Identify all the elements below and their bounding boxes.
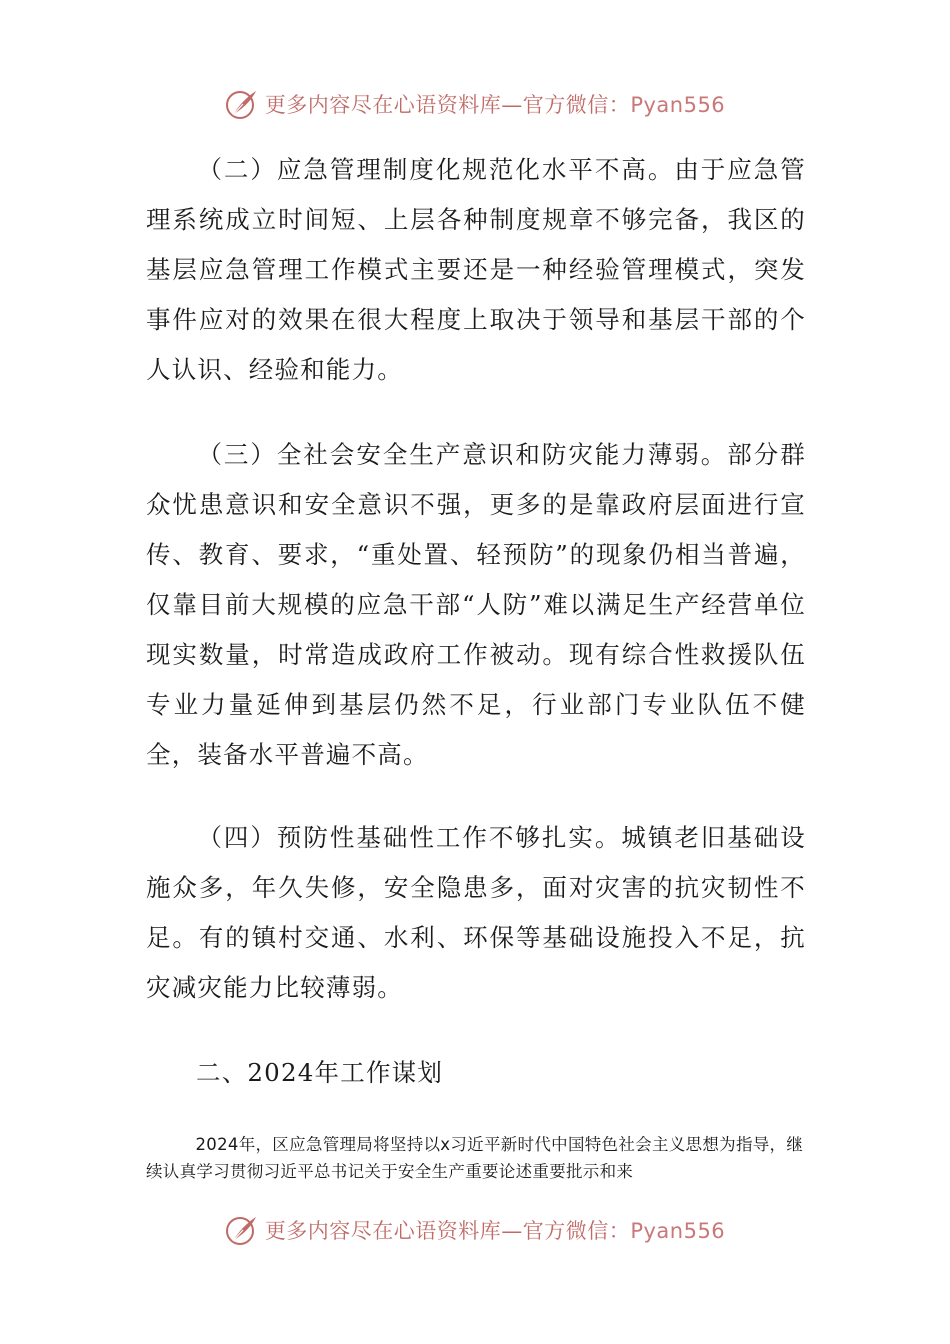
banner-text: 更多内容尽在心语资料库—官方微信：Pyan556: [264, 93, 726, 117]
feather-pen-icon: [225, 1213, 259, 1247]
footer-watermark-banner: [0, 1210, 950, 1250]
section-heading: 二、2024年工作谋划: [196, 1058, 444, 1087]
feather-pen-icon: [225, 87, 259, 121]
wechat-id: Pyan556: [630, 1219, 726, 1243]
paragraph-safety-awareness: （三）全社会安全生产意识和防灾能力薄弱。部分群众忧患意识和安全意识不强，更多的是靠政府层面进行宣传、教育、要求，“重处置、轻预防”的现象仍相当普遍，仅靠目前大规模的应急干部“人防”难以满足生产经营单位现实数量，时常造成政府工作被动。现有综合性救援队伍专业力量延伸到基层仍然不足，行业部门专业队伍不健全，装备水平普遍不高。: [146, 440, 806, 769]
header-watermark-banner: [0, 84, 950, 124]
wechat-id: Pyan556: [630, 93, 726, 117]
paragraph-management-standardization: （二）应急管理制度化规范化水平不高。由于应急管理系统成立时间短、上层各种制度规章不够完备，我区的基层应急管理工作模式主要还是一种经验管理模式，突发事件应对的效果在很大程度上取决于领导和基层干部的个人认识、经验和能力。: [146, 155, 806, 384]
banner-text: 更多内容尽在心语资料库—官方微信：Pyan556: [264, 1219, 726, 1243]
paragraph-preventive-work: （四）预防性基础性工作不够扎实。城镇老旧基础设施众多，年久失修，安全隐患多，面对灾害的抗灾韧性不足。有的镇村交通、水利、环保等基础设施投入不足，抗灾减灾能力比较薄弱。: [146, 823, 806, 1002]
closing-paragraph: 2024年，区应急管理局将坚持以x习近平新时代中国特色社会主义思想为指导，继续认真学习贯彻习近平总书记关于安全生产重要论述重要批示和来: [146, 1135, 804, 1181]
